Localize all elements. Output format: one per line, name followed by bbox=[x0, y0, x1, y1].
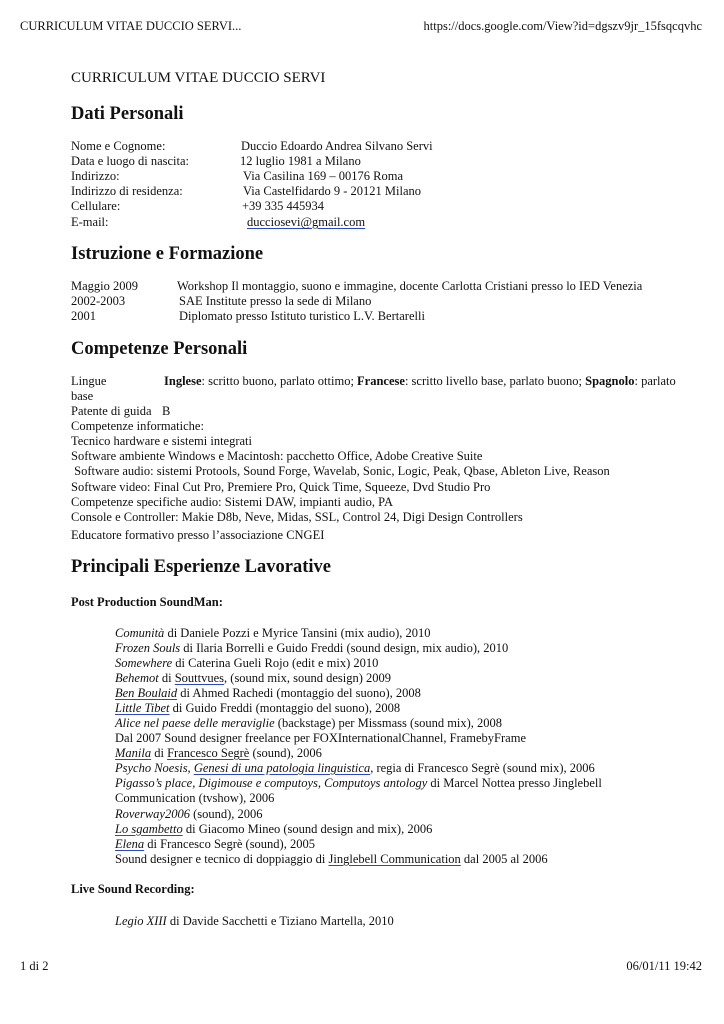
work-details: di Giacomo Mineo (sound design and mix), 2006 bbox=[182, 822, 433, 836]
experience-item bbox=[115, 837, 315, 852]
personal-label: Indirizzo: bbox=[71, 169, 120, 183]
jinglebell-link[interactable]: Jinglebell Communication bbox=[328, 852, 461, 866]
experience-item bbox=[115, 626, 431, 641]
skill-line: Software video: Final Cut Pro, Premiere Pro, Quick Time, Squeeze, Dvd Studio Pro bbox=[71, 480, 491, 494]
personal-value: 12 luglio 1981 a Milano bbox=[240, 154, 361, 168]
skill-line: Software ambiente Windows e Macintosh: pacchetto Office, Adobe Creative Suite bbox=[71, 449, 483, 463]
work-details: di Guido Freddi (montaggio del suono), 2008 bbox=[169, 701, 401, 715]
email-link[interactable]: ducciosevi@gmail.com bbox=[247, 215, 366, 229]
education-date: 2002-2003 bbox=[71, 294, 126, 308]
experience-item bbox=[115, 716, 502, 731]
work-title: Legio XIII bbox=[115, 914, 167, 928]
languages-text bbox=[164, 374, 676, 389]
education-text: SAE Institute presso la sede di Milano bbox=[179, 294, 372, 308]
personal-value: Duccio Edoardo Andrea Silvano Servi bbox=[241, 139, 433, 153]
personal-value: Via Casilina 169 – 00176 Roma bbox=[243, 169, 403, 183]
experience-item: Dal 2007 Sound designer freelance per FOXInternationalChannel, FramebyFrame bbox=[115, 731, 526, 745]
work-details: di Ahmed Rachedi (montaggio del suono), 2008 bbox=[177, 686, 421, 700]
skill-line: Software audio: sistemi Protools, Sound Forge, Wavelab, Sonic, Logic, Peak, Qbase, Ableton Live, Reason bbox=[71, 464, 610, 478]
educator-line: Educatore formativo presso l’associazione CNGEI bbox=[71, 528, 325, 542]
work-title: Behemot bbox=[115, 671, 159, 685]
work-details: di Ilaria Borrelli e Guido Freddi (sound design, mix audio), 2010 bbox=[180, 641, 509, 655]
souttvues-link[interactable]: Souttvues bbox=[174, 671, 225, 685]
elena-link[interactable]: Elena bbox=[115, 837, 145, 851]
experience-item bbox=[115, 822, 432, 837]
work-details: , (sound mix, sound design) 2009 bbox=[224, 671, 392, 685]
work-details: di Caterina Gueli Rojo (edit e mix) 2010 bbox=[172, 656, 379, 670]
personal-label: Data e luogo di nascita: bbox=[71, 154, 190, 168]
section-heading-skills: Competenze Personali bbox=[71, 339, 248, 359]
work-details: di bbox=[151, 746, 168, 760]
experience-item bbox=[115, 761, 595, 776]
personal-label: E-mail: bbox=[71, 215, 109, 229]
print-header-title: CURRICULUM VITAE DUCCIO SERVI... bbox=[20, 19, 242, 33]
post-production-heading: Post Production SoundMan: bbox=[71, 595, 223, 609]
education-date: Maggio 2009 bbox=[71, 279, 139, 293]
work-title: Frozen Souls bbox=[115, 641, 181, 655]
experience-item bbox=[115, 641, 508, 656]
work-details: di Francesco Segrè (sound), 2005 bbox=[144, 837, 315, 851]
section-heading-education: Istruzione e Formazione bbox=[71, 244, 264, 264]
work-details: Sound designer e tecnico di doppiaggio di bbox=[115, 852, 329, 866]
document-title: CURRICULUM VITAE DUCCIO SERVI bbox=[71, 70, 326, 86]
language-english-level: : scritto buono, parlato ottimo; bbox=[201, 374, 358, 388]
personal-label: Indirizzo di residenza: bbox=[71, 184, 183, 198]
license-label: Patente di guida bbox=[71, 404, 152, 418]
work-details: (sound), 2006 bbox=[189, 807, 263, 821]
work-title: Alice nel paese delle meraviglie bbox=[115, 716, 275, 730]
experience-item bbox=[115, 914, 394, 929]
language-spanish: Spagnolo bbox=[585, 374, 635, 388]
license-value: B bbox=[162, 404, 171, 418]
experience-item bbox=[115, 686, 421, 701]
experience-item bbox=[115, 701, 400, 716]
live-sound-heading: Live Sound Recording: bbox=[71, 882, 195, 896]
little-tibet-link[interactable]: Little Tibet bbox=[115, 701, 170, 715]
francesco-segre-link[interactable]: Francesco Segrè bbox=[167, 746, 250, 760]
experience-item bbox=[115, 656, 378, 671]
experience-item bbox=[115, 807, 263, 822]
language-french: Francese bbox=[357, 374, 405, 388]
language-spanish-level: : parlato bbox=[634, 374, 676, 388]
section-heading-personal: Dati Personali bbox=[71, 104, 184, 124]
work-title: Pigasso’s place, Digimouse e computoys, Computoys antology bbox=[115, 776, 428, 790]
experience-item bbox=[115, 671, 391, 686]
work-title: Psycho Noesis, bbox=[115, 761, 194, 775]
work-details: (backstage) per Missmass (sound mix), 2008 bbox=[274, 716, 503, 730]
languages-label: Lingue bbox=[71, 374, 107, 388]
language-english: Inglese bbox=[164, 374, 202, 388]
work-title: Comunità bbox=[115, 626, 165, 640]
education-text: Diplomato presso Istituto turistico L.V. Bertarelli bbox=[179, 309, 425, 323]
section-heading-experience: Principali Esperienze Lavorative bbox=[71, 557, 331, 577]
languages-wrap: base bbox=[71, 389, 94, 403]
skill-line: Competenze informatiche: bbox=[71, 419, 204, 433]
work-title: Roverway2006 bbox=[115, 807, 190, 821]
education-text: Workshop Il montaggio, suono e immagine, docente Carlotta Cristiani presso lo IED Venezia bbox=[177, 279, 643, 293]
personal-value: +39 335 445934 bbox=[242, 199, 325, 213]
experience-item bbox=[115, 776, 602, 791]
experience-item bbox=[115, 746, 322, 761]
work-details: dal 2005 al 2006 bbox=[460, 852, 548, 866]
ben-boulaid-link[interactable]: Ben Boulaid bbox=[115, 686, 178, 700]
work-title: Somewhere bbox=[115, 656, 173, 670]
print-header-url: https://docs.google.com/View?id=dgszv9jr_15fsqcqvhc bbox=[423, 19, 702, 33]
skill-line: Tecnico hardware e sistemi integrati bbox=[71, 434, 252, 448]
work-details: di Marcel Nottea presso Jinglebell bbox=[427, 776, 602, 790]
language-french-level: : scritto livello base, parlato buono; bbox=[404, 374, 586, 388]
experience-item bbox=[115, 852, 548, 867]
work-details: di Daniele Pozzi e Myrice Tansini (mix audio), 2010 bbox=[164, 626, 431, 640]
work-details: (sound), 2006 bbox=[249, 746, 322, 760]
page-count: 1 di 2 bbox=[20, 959, 49, 973]
manila-link[interactable]: Manila bbox=[115, 746, 152, 760]
work-details: di Davide Sacchetti e Tiziano Martella, 2010 bbox=[166, 914, 394, 928]
work-details: , regia di Francesco Segrè (sound mix), 2006 bbox=[370, 761, 595, 775]
experience-item-continued: Communication (tvshow), 2006 bbox=[115, 791, 275, 805]
skill-line: Competenze specifiche audio: Sistemi DAW, impianti audio, PA bbox=[71, 495, 393, 509]
genesi-link[interactable]: Genesi di una patologia linguistica bbox=[193, 761, 371, 775]
work-details: di bbox=[158, 671, 175, 685]
education-date: 2001 bbox=[71, 309, 96, 323]
print-timestamp: 06/01/11 19:42 bbox=[626, 959, 702, 973]
lo-sgambetto-link[interactable]: Lo sgambetto bbox=[115, 822, 183, 836]
personal-label: Nome e Cognome: bbox=[71, 139, 166, 153]
personal-value: Via Castelfidardo 9 - 20121 Milano bbox=[243, 184, 422, 198]
personal-label: Cellulare: bbox=[71, 199, 121, 213]
skill-line: Console e Controller: Makie D8b, Neve, Midas, SSL, Control 24, Digi Design Controllers bbox=[71, 510, 523, 524]
